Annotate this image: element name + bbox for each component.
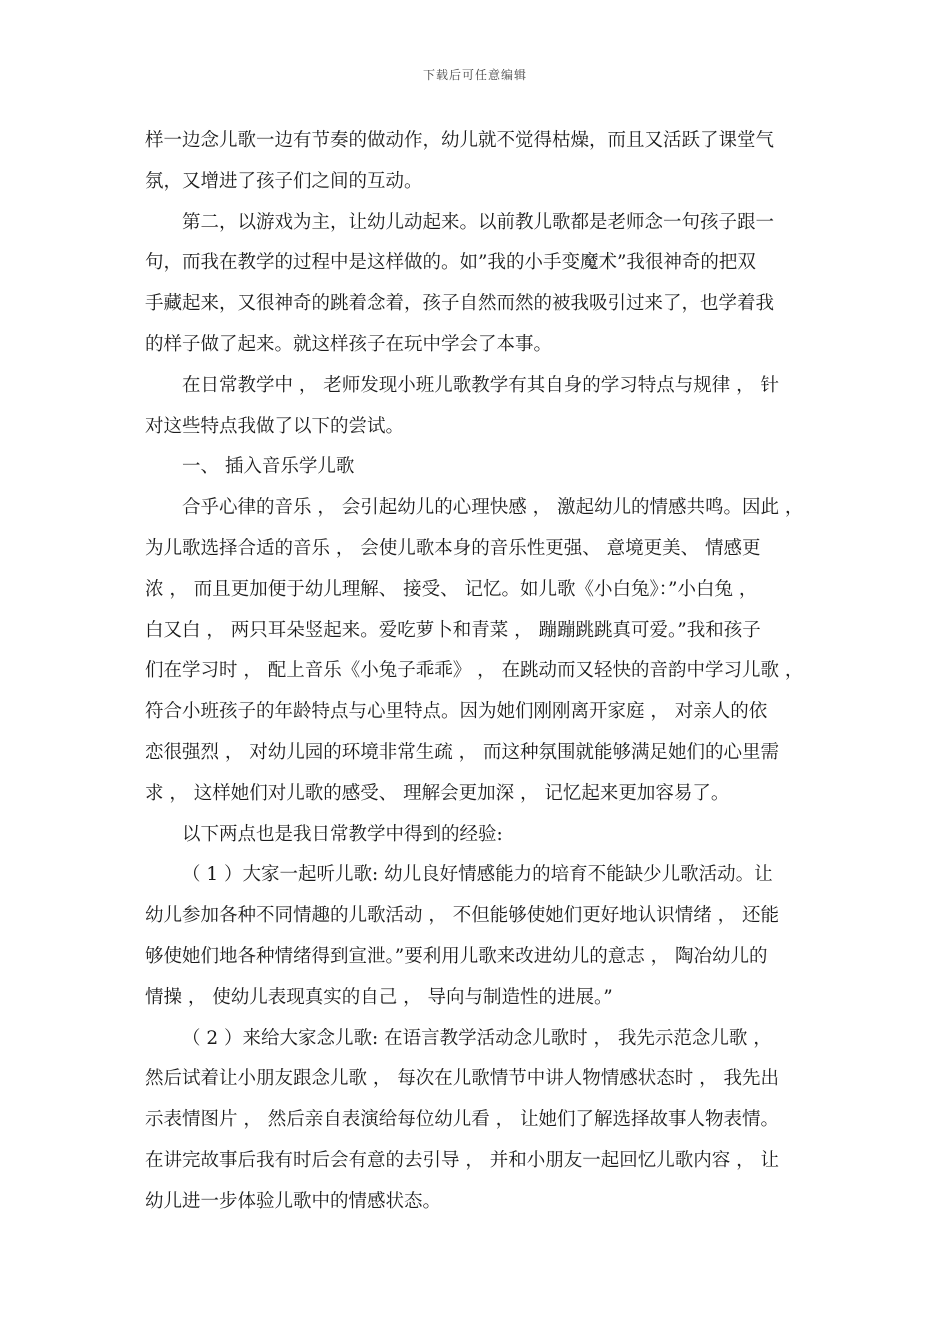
text-line: 一、 插入音乐学儿歌 — [182, 456, 355, 478]
text-line: 第二，以游戏为主，让幼儿动起来。以前教儿歌都是老师念一句孩子跟一 — [182, 211, 775, 233]
text-line: 幼儿参加各种不同情趣的儿歌活动 ， 不但能够使她们更好地认识情绪 ， 还能 — [145, 905, 780, 927]
text-line: 符合小班孩子的年龄特点与心里特点。因为她们刚刚离开家庭 ， 对亲人的依 — [145, 701, 768, 723]
text-line: （ 1 ）大家一起听儿歌: 幼儿良好情感能力的培育不能缺少儿歌活动。让 — [182, 864, 773, 886]
text-line: 的样子做了起来。就这样孩子在玩中学会了本事。 — [145, 333, 553, 355]
page-header: 下载后可任意编辑 — [422, 68, 527, 82]
text-line: 为儿歌选择合适的音乐 ， 会使儿歌本身的音乐性更强、 意境更美、 情感更 — [145, 537, 761, 559]
text-line: 手藏起来，又很神奇的跳着念着，孩子自然而然的被我吸引过来了，也学着我 — [145, 293, 775, 315]
text-line: 然后试着让小朋友跟念儿歌 ， 每次在儿歌情节中讲人物情感状态时 ， 我先出 — [145, 1068, 780, 1090]
text-line: 示表情图片 ， 然后亲自表演给每位幼儿看 ， 让她们了解选择故事人物表情。 — [145, 1109, 780, 1131]
text-line: 在讲完故事后我有时后会有意的去引导 ， 并和小朋友一起回忆儿歌内容 ， 让 — [145, 1149, 780, 1171]
text-line: 恋很强烈 ， 对幼儿园的环境非常生疏 ， 而这种氛围就能够满足她们的心里需 — [145, 741, 780, 763]
text-line: 氛，又增进了孩子们之间的互动。 — [145, 170, 423, 192]
text-line: 求 ， 这样她们对儿歌的感受、 理解会更加深 ， 记忆起来更加容易了。 — [145, 782, 730, 804]
text-line: （ 2 ）来给大家念儿歌: 在语言教学活动念儿歌时 ， 我先示范念儿歌 ， — [182, 1027, 772, 1049]
text-line: 白又白 ， 两只耳朵竖起来。爱吃萝卜和青菜 ， 蹦蹦跳跳真可爱。”我和孩子 — [145, 619, 761, 641]
text-line: 幼儿进一步体验儿歌中的情感状态。 — [145, 1190, 442, 1212]
text-line: 们在学习时 ， 配上音乐《小兔子乖乖》 ， 在跳动而又轻快的音韵中学习儿歌 ， — [145, 660, 804, 682]
text-line: 样一边念儿歌一边有节奏的做动作，幼儿就不觉得枯燥，而且又活跃了课堂气 — [145, 130, 775, 151]
text-line: 对这些特点我做了以下的尝试。 — [145, 415, 405, 437]
text-line: 在日常教学中 ， 老师发现小班儿歌教学有其自身的学习特点与规律 ， 针 — [182, 374, 780, 396]
document-body — [145, 121, 805, 1223]
text-line: 够使她们地各种情绪得到宣泄。”要利用儿歌来改进幼儿的意志 ， 陶冶幼儿的 — [145, 945, 768, 967]
text-line: 浓 ， 而且更加便于幼儿理解、 接受、 记忆。如儿歌《小白兔》：”小白兔 ， — [145, 578, 758, 600]
text-line: 合乎心律的音乐 ， 会引起幼儿的心理快感 ， 激起幼儿的情感共鸣。因此 ， — [182, 497, 804, 519]
text-line: 情操 ， 使幼儿表现真实的自己 ， 导向与制造性的进展。” — [145, 986, 613, 1008]
text-line: 句，而我在教学的过程中是这样做的。如”我的小手变魔术”我很神奇的把双 — [145, 252, 756, 274]
text-line: 以下两点也是我日常教学中得到的经验: — [182, 823, 503, 845]
